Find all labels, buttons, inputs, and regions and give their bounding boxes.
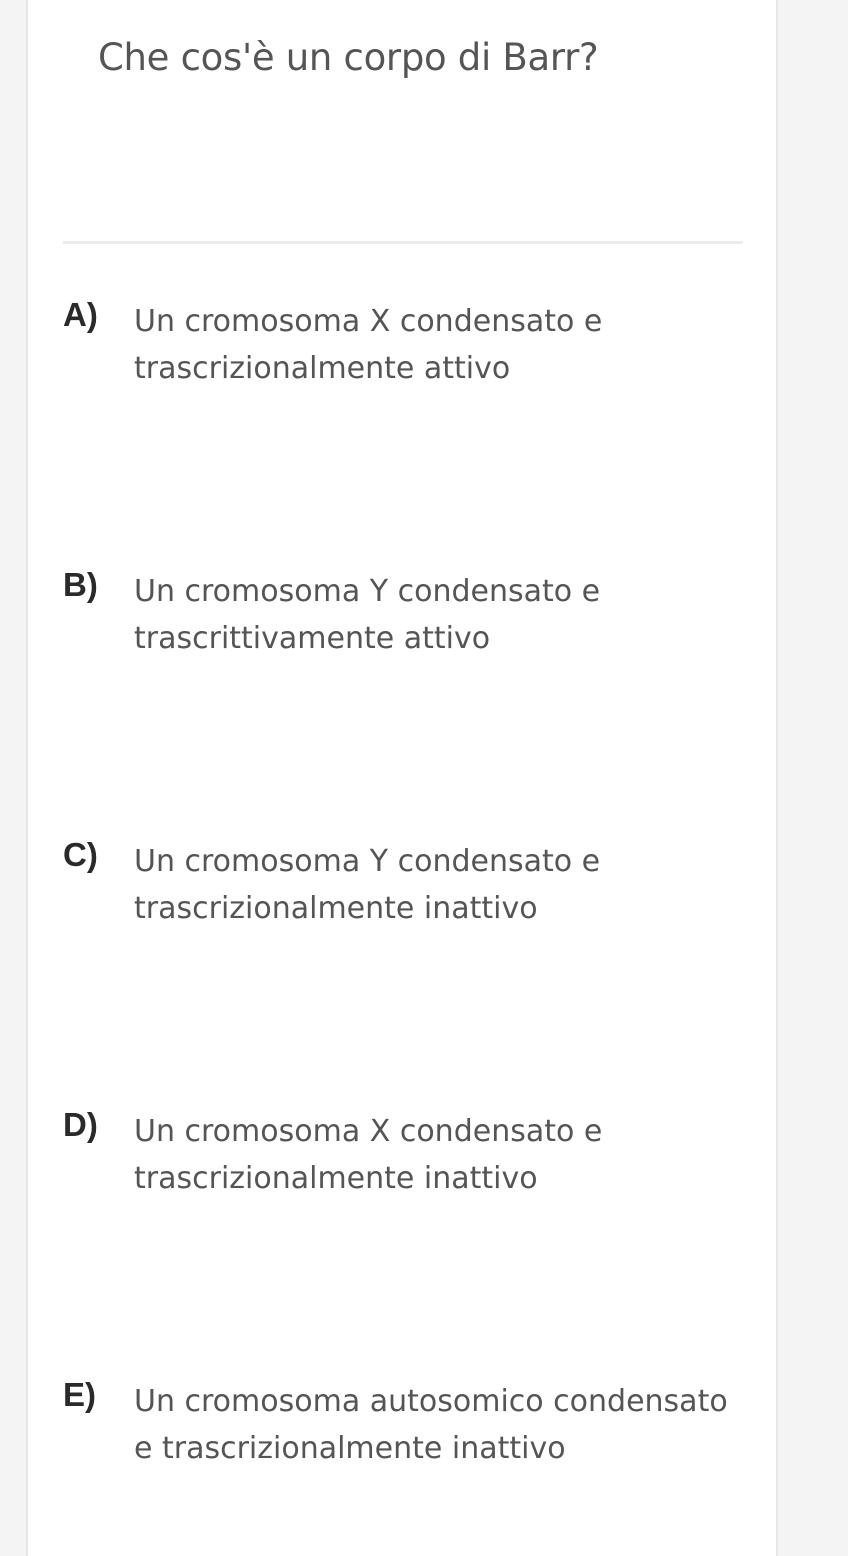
answer-option-e[interactable]: [63, 1376, 753, 1486]
option-letter: B): [63, 566, 98, 603]
option-text: Un cromosoma autosomico condensato e trascrizionalmente inattivo: [134, 1384, 728, 1466]
option-letter: A): [63, 296, 98, 333]
option-letter: E): [63, 1376, 96, 1413]
answer-option-c[interactable]: [63, 836, 753, 946]
option-text: Un cromosoma X condensato e trascrizionalmente inattivo: [134, 1114, 603, 1196]
answer-option-a[interactable]: [63, 296, 753, 406]
answer-option-d[interactable]: [63, 1106, 753, 1216]
question-text: Che cos'è un corpo di Barr?: [98, 36, 599, 79]
option-text: Un cromosoma X condensato e trascrizionalmente attivo: [134, 304, 603, 386]
option-text: Un cromosoma Y condensato e trascrittivamente attivo: [134, 574, 601, 656]
question-card: [26, 0, 778, 1556]
option-text: Un cromosoma Y condensato e trascrizionalmente inattivo: [134, 844, 601, 926]
option-letter: D): [63, 1106, 98, 1143]
option-letter: C): [63, 836, 98, 873]
divider: [63, 241, 743, 244]
answer-option-b[interactable]: [63, 566, 753, 676]
